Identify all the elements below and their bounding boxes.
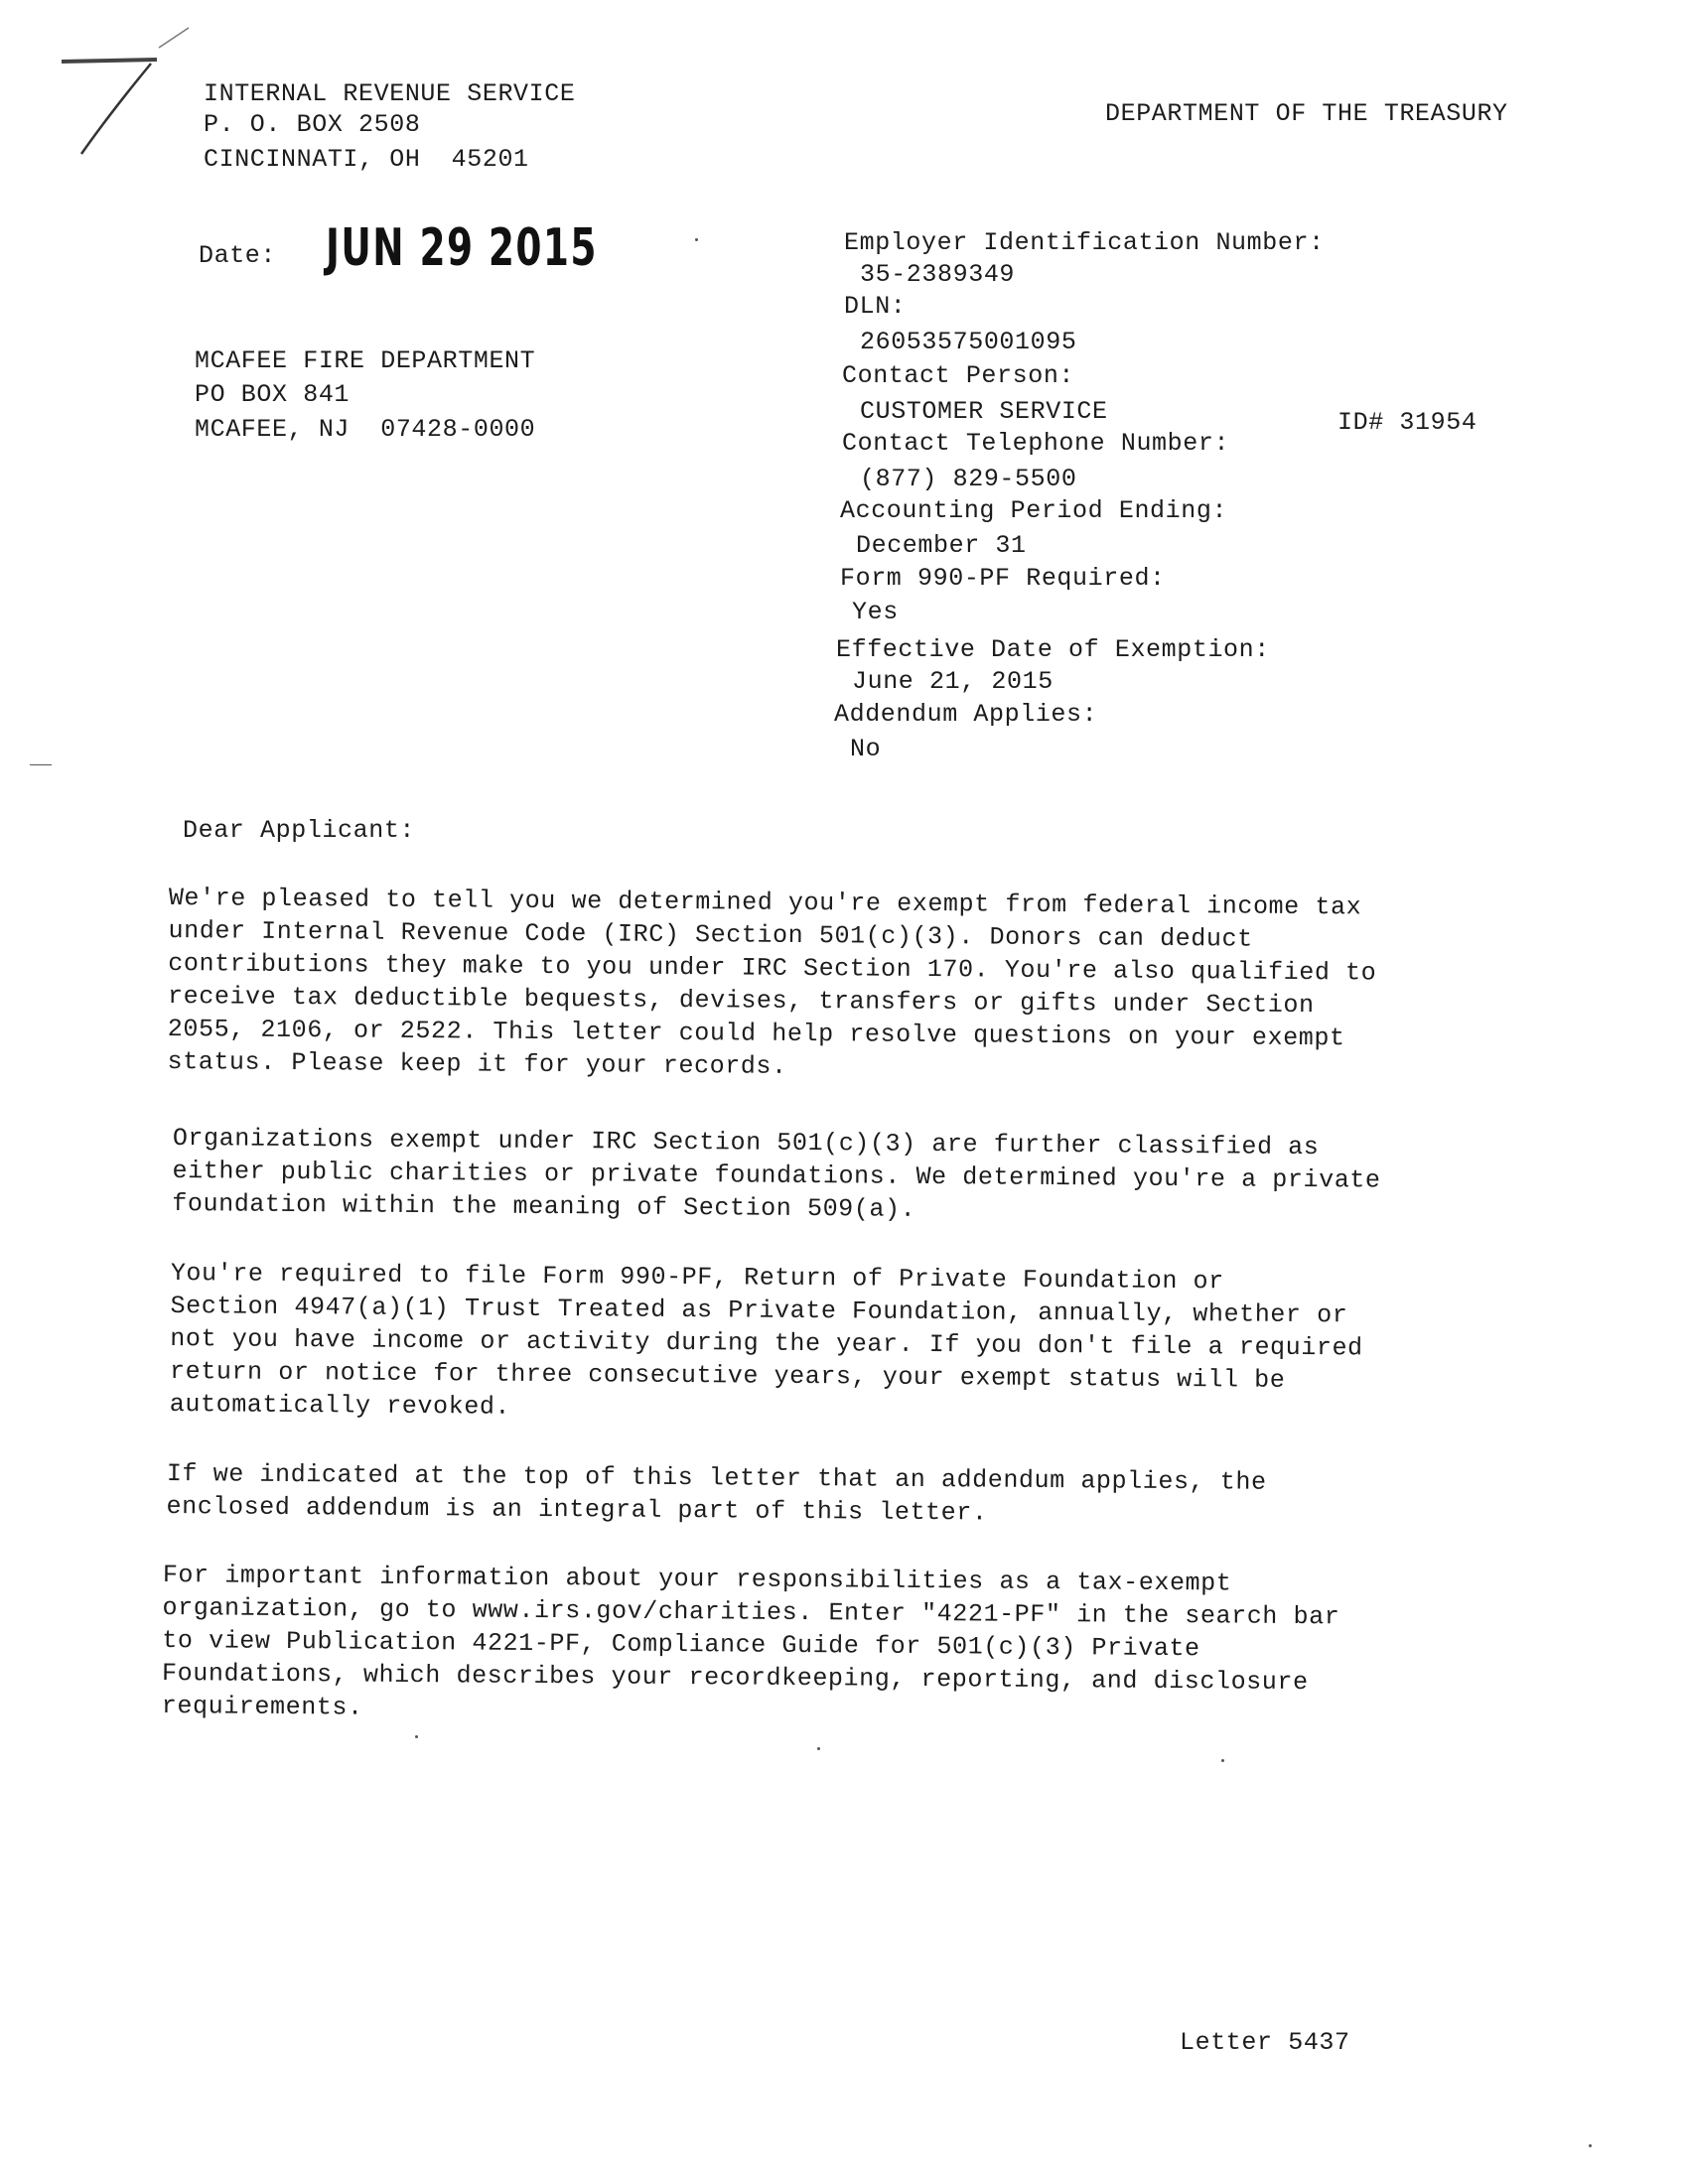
recipient-name: MCAFEE FIRE DEPARTMENT: [195, 346, 536, 375]
dln-value: 26053575001095: [860, 328, 1077, 356]
scan-speck: [1589, 2144, 1592, 2147]
date-label: Date:: [199, 241, 277, 270]
sender-po-box: P. O. BOX 2508: [204, 110, 421, 139]
sender-city: CINCINNATI, OH 45201: [204, 145, 529, 174]
dln-label: DLN:: [844, 292, 907, 321]
scan-speck: [30, 764, 52, 765]
scan-speck: [695, 238, 698, 241]
contact-value: CUSTOMER SERVICE: [860, 397, 1108, 426]
recipient-po-box: PO BOX 841: [195, 380, 351, 409]
ein-value: 35-2389349: [860, 260, 1016, 289]
scan-speck: [817, 1747, 820, 1750]
salutation: Dear Applicant:: [183, 816, 416, 845]
addendum-value: No: [850, 735, 882, 763]
department-heading: DEPARTMENT OF THE TREASURY: [1105, 99, 1508, 128]
form-label: Form 990-PF Required:: [840, 564, 1166, 593]
paragraph-responsibilities: For important information about your responsibilities as a tax-exempt organization, go to www.irs.gov/charities. Enter "4221-PF" in the search bar to view Publication 4221-PF, Compliance Guide for 501(c)(3) Private Foundations, which describes your recordkeeping, reporting, and disclosure requirements.: [161, 1560, 1340, 1722]
date-stamp: JUN 29 2015: [326, 218, 598, 278]
contact-id: ID# 31954: [1337, 408, 1477, 437]
period-value: December 31: [856, 531, 1027, 560]
sender-name: INTERNAL REVENUE SERVICE: [204, 79, 576, 108]
contact-label: Contact Person:: [842, 361, 1075, 390]
scan-speck: [1221, 1759, 1224, 1762]
paragraph-classification: Organizations exempt under IRC Section 501(c)(3) are further classified as either public charities or private foundations. We determined you're a private foundation within the meaning of Section 509(a).: [172, 1123, 1381, 1224]
ein-label: Employer Identification Number:: [844, 228, 1325, 257]
form-value: Yes: [852, 598, 899, 626]
period-label: Accounting Period Ending:: [840, 496, 1228, 525]
recipient-city: MCAFEE, NJ 07428-0000: [195, 415, 536, 444]
letter-number: Letter 5437: [1180, 2028, 1350, 2057]
paragraph-exemption: We're pleased to tell you we determined you're exempt from federal income tax under Internal Revenue Code (IRC) Section 501(c)(3). Donors can deduct contributions they make to you under IRC Section 170. You're also qualified to receive tax deductible bequests, devises, transfers or gifts under Section 2055, 2106, or 2522. This letter could help resolve questions on your exempt status. Please keep it for your records.: [167, 883, 1377, 1081]
phone-label: Contact Telephone Number:: [842, 429, 1230, 458]
phone-value: (877) 829-5500: [860, 465, 1077, 493]
paragraph-addendum: If we indicated at the top of this letter that an addendum applies, the enclosed addendum is an integral part of this letter.: [166, 1458, 1267, 1528]
paragraph-filing-requirement: You're required to file Form 990-PF, Return of Private Foundation or Section 4947(a)(1) Trust Treated as Private Foundation, annually, whether or not you have income or activity during the year. If you don't file a required return or notice for three consecutive years, your exempt status will be automatically revoked.: [169, 1258, 1363, 1422]
scan-speck: [415, 1735, 418, 1738]
effective-date-value: June 21, 2015: [852, 667, 1054, 696]
effective-date-label: Effective Date of Exemption:: [836, 635, 1270, 664]
addendum-label: Addendum Applies:: [834, 700, 1098, 729]
